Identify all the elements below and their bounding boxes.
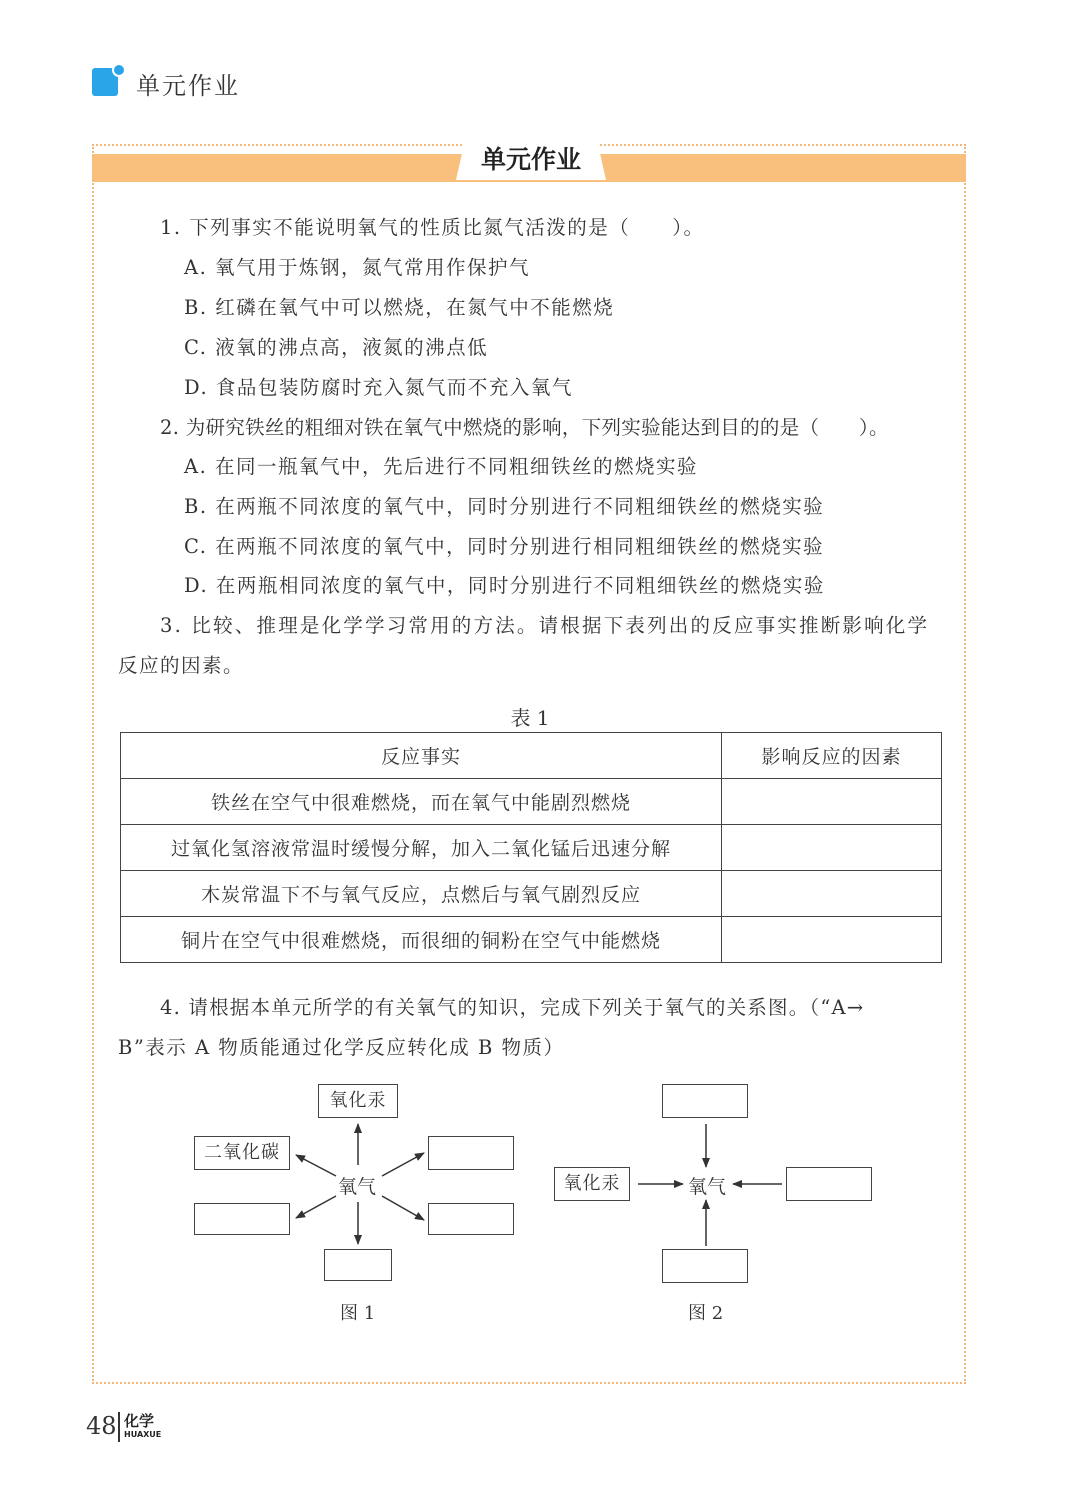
question-2-stem: 2. 为研究铁丝的粗细对铁在氧气中燃烧的影响，下列实验能达到目的的是（ ）。 — [160, 416, 889, 439]
banner-title: 单元作业 — [480, 145, 581, 174]
header-title: 单元作业 — [136, 72, 240, 100]
page-number: 48 — [86, 1412, 117, 1440]
footer-subject-pinyin: HUAXUE — [124, 1430, 162, 1439]
question-2-option-b: B. 在两瓶不同浓度的氧气中，同时分别进行不同粗细铁丝的燃烧实验 — [184, 495, 825, 518]
fig1-arrow-upper-right — [382, 1153, 424, 1176]
question-1-option-a: A. 氧气用于炼钢，氮气常用作保护气 — [184, 256, 530, 279]
fig2-box-left: 氧化汞 — [554, 1167, 630, 1201]
fig1-box-top: 氧化汞 — [318, 1084, 398, 1118]
fig2-box-top[interactable] — [662, 1084, 748, 1118]
fig2-box-right[interactable] — [786, 1167, 872, 1201]
question-4-line-2: B”表示 A 物质能通过化学反应转化成 B 物质） — [118, 1036, 565, 1059]
table-caption: 表 1 — [510, 706, 550, 730]
fig2-center-label: 氧气 — [688, 1176, 727, 1198]
fig1-center-label: 氧气 — [338, 1176, 377, 1198]
table-cell-fact: 木炭常温下不与氧气反应，点燃后与氧气剧烈反应 — [121, 871, 722, 917]
question-4-line-1: 4. 请根据本单元所学的有关氧气的知识，完成下列关于氧气的关系图。（“A→ — [160, 996, 865, 1019]
table-cell-fact: 铜片在空气中很难燃烧，而很细的铜粉在空气中能燃烧 — [121, 917, 722, 963]
footer-subject: 化学 — [124, 1412, 155, 1430]
fig2-box-bottom[interactable] — [662, 1249, 748, 1283]
table-header-factor: 影响反应的因素 — [722, 733, 942, 779]
question-1-stem: 1. 下列事实不能说明氧气的性质比氮气活泼的是（ ）。 — [160, 216, 705, 239]
fig1-box-upper-right[interactable] — [428, 1136, 514, 1170]
fig1-box-upper-left: 二氧化碳 — [194, 1136, 290, 1170]
table-header-fact: 反应事实 — [121, 733, 722, 779]
question-1-option-b: B. 红磷在氧气中可以燃烧，在氮气中不能燃烧 — [184, 296, 615, 319]
question-1-option-d: D. 食品包装防腐时充入氮气而不充入氧气 — [184, 376, 573, 399]
fig1-caption: 图 1 — [340, 1303, 376, 1324]
question-2-option-a: A. 在同一瓶氧气中，先后进行不同粗细铁丝的燃烧实验 — [184, 455, 698, 478]
table-cell-fact: 铁丝在空气中很难燃烧，而在氧气中能剧烈燃烧 — [121, 779, 722, 825]
fig1-box-bottom[interactable] — [324, 1249, 392, 1281]
fig1-arrow-upper-left — [296, 1155, 336, 1176]
question-1-option-c: C. 液氧的沸点高，液氮的沸点低 — [184, 336, 489, 359]
question-2-option-d: D. 在两瓶相同浓度的氧气中，同时分别进行不同粗细铁丝的燃烧实验 — [184, 574, 825, 597]
question-3-line-1: 3. 比较、推理是化学学习常用的方法。请根据下表列出的反应事实推断影响化学 — [160, 614, 930, 637]
fig1-arrow-lower-right — [382, 1196, 424, 1220]
footer-divider — [118, 1412, 120, 1442]
table-cell-fact: 过氧化氢溶液常温时缓慢分解，加入二氧化锰后迅速分解 — [121, 825, 722, 871]
fig1-arrow-lower-left — [296, 1196, 336, 1218]
fig1-box-lower-right[interactable] — [428, 1203, 514, 1235]
fig1-box-lower-left[interactable] — [194, 1203, 290, 1235]
fig2-caption: 图 2 — [688, 1303, 724, 1324]
question-3-line-2: 反应的因素。 — [118, 654, 245, 677]
question-2-option-c: C. 在两瓶不同浓度的氧气中，同时分别进行相同粗细铁丝的燃烧实验 — [184, 535, 825, 558]
